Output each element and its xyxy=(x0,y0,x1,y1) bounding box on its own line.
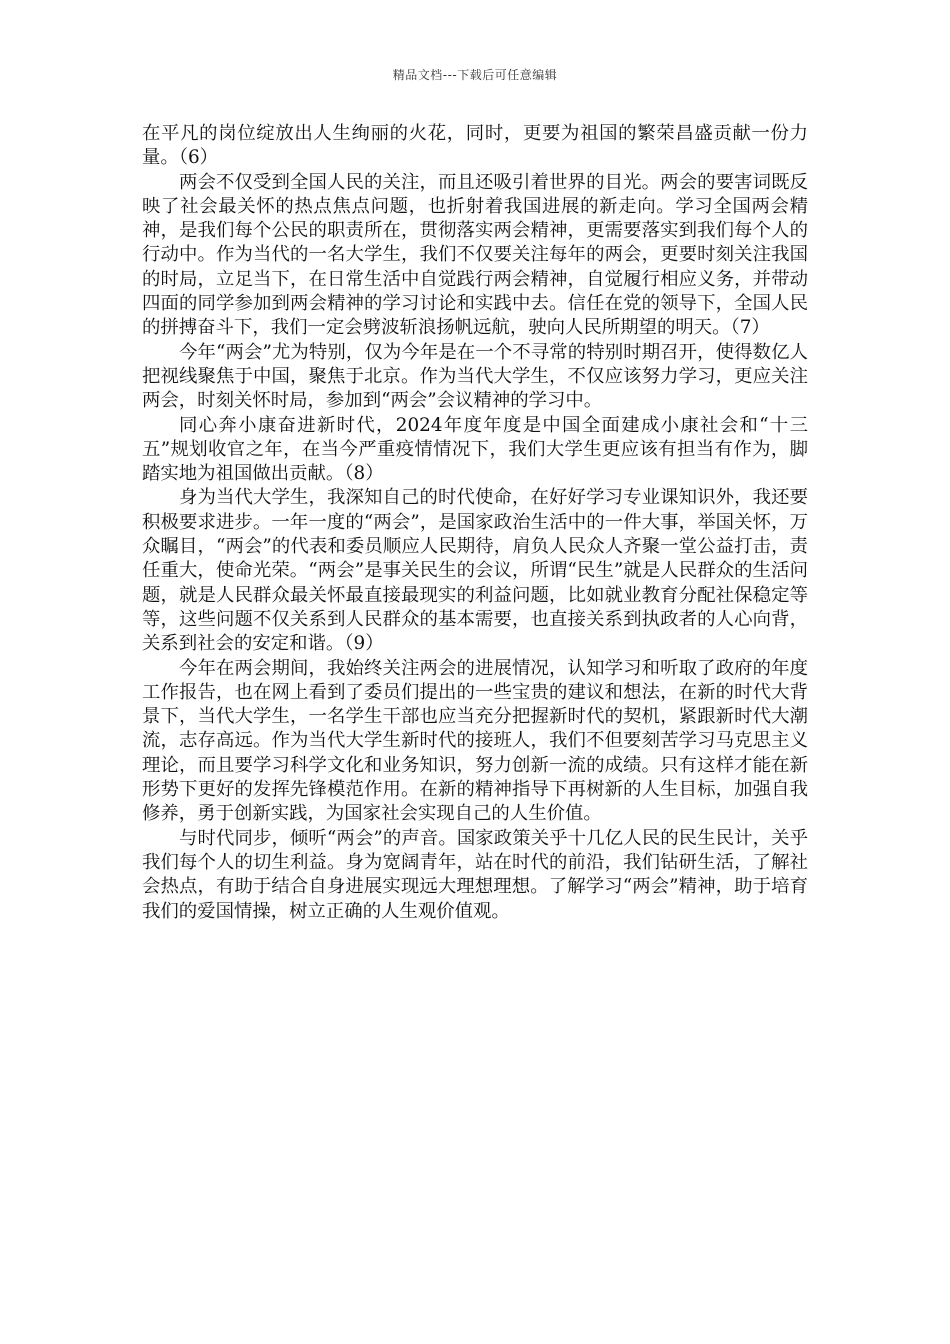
paragraph: 身为当代大学生，我深知自己的时代使命，在好好学习专业课知识外，我还要积极要求进步。一年一度的“两会”，是国家政治生活中的一件大事，举国关怀，万众瞩目，“两会”的代表和委员顺应人民期待，肩负人民众人齐聚一堂公益打击，责任重大，使命光荣。“两会”是事关民生的会议，所谓“民生”就是人民群众的生活问题，就是人民群众最关怀最直接最现实的利益问题，比如就业教育分配社保稳定等等，这些问题不仅关系到人民群众的基本需要，也直接关系到执政者的人心向背，关系到社会的安定和谐。（9） xyxy=(142,487,808,655)
document-body xyxy=(142,122,808,924)
page-header: 精品文档---下载后可任意编辑 xyxy=(392,68,558,82)
paragraph: 今年在两会期间，我始终关注两会的进展情况，认知学习和听取了政府的年度工作报告，也在网上看到了委员们提出的一些宝贵的建议和想法，在新的时代大背景下，当代大学生，一名学生干部也应当充分把握新时代的契机，紧跟新时代大潮流，志存高远。作为当代大学生新时代的接班人，我们不但要刻苦学习马克思主义理论，而且要学习科学文化和业务知识，努力创新一流的成绩。只有这样才能在新形势下更好的发挥先锋模范作用。在新的精神指导下再树新的人生目标，加强自我修养，勇于创新实践，为国家社会实现自己的人生价值。 xyxy=(142,657,808,825)
paragraph-continuation: 在平凡的岗位绽放出人生绚丽的火花，同时，更要为祖国的繁荣昌盛贡献一份力量。（6） xyxy=(142,123,808,169)
paragraph: 同心奔小康奋进新时代，2024年度年度是中国全面建成小康社会和“十三五”规划收官之年，在当今严重疫情情况下，我们大学生更应该有担当有作为，脚踏实地为祖国做出贡献。（8） xyxy=(142,414,808,485)
paragraph: 两会不仅受到全国人民的关注，而且还吸引着世界的目光。两会的要害词既反映了社会最关怀的热点焦点问题，也折射着我国进展的新走向。学习全国两会精神，是我们每个公民的职责所在，贯彻落实两会精神，更需要落实到我们每个人的行动中。作为当代的一名大学生，我们不仅要关注每年的两会，更要时刻关注我国的时局，立足当下，在日常生活中自觉践行两会精神，自觉履行相应义务，并带动四面的同学参加到两会精神的学习讨论和实践中去。信任在党的领导下，全国人民的拼搏奋斗下，我们一定会劈波斩浪扬帆远航，驶向人民所期望的明天。（7） xyxy=(142,171,808,339)
paragraph: 今年“两会”尤为特别，仅为今年是在一个不寻常的特别时期召开，使得数亿人把视线聚焦于中国，聚焦于北京。作为当代大学生，不仅应该努力学习，更应关注两会，时刻关怀时局，参加到“两会”会议精神的学习中。 xyxy=(142,341,808,412)
paragraph: 与时代同步，倾听“两会”的声音。国家政策关乎十几亿人民的民生民计，关乎我们每个人的切生利益。身为宽阔青年，站在时代的前沿，我们钻研生活，了解社会热点，有助于结合自身进展实现远大理想理想。了解学习“两会”精神，助于培育我们的爱国情操，树立正确的人生观价值观。 xyxy=(142,827,808,922)
